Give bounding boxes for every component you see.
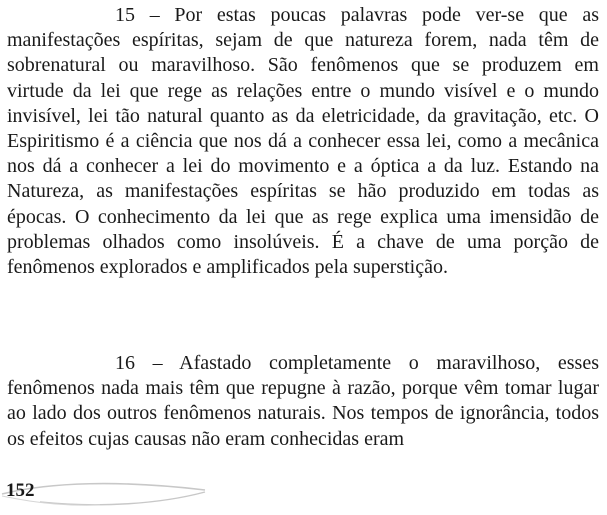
paragraph-dash: – [149,4,160,26]
paragraph-15 [7,3,599,280]
paragraph-text: Afastado completamente o maravilhoso, esses fenômenos nada mais têm que repugne à razão, porque vêm tomar lugar ao lado dos outros fenômenos naturais. Nos tempos de ignorância, todos os efeitos cujas causas não eram conhecidas eram [7,352,599,450]
paragraph-dash: – [152,352,163,374]
paragraph-text: Por estas poucas palavras pode ver-se que as manifestações espíritas, sejam de que natureza forem, nada têm de sobrenatural ou maravilhoso. São fenômenos que se produzem em virtude da lei que rege as relações entre o mundo visível e o mundo invisível, lei tão natural quanto as da eletricidade, da gravitação, etc. O Espiritismo é a ciência que nos dá a conhecer essa lei, como a mecânica nos dá a conhecer a lei do movimento e a óptica a da luz. Estando na Natureza, as manifestações espíritas se hão produzido em todas as épocas. O conhecimento da lei que as rege explica uma imensidão de problemas olhados como insolúveis. É a chave de uma porção de fenômenos explorados e amplificados pela superstição. [7,4,600,279]
paragraph-16 [7,351,599,452]
paragraph-number: 15 [115,4,135,26]
page-number: 152 [6,480,35,501]
paragraph-number: 16 [115,352,135,374]
